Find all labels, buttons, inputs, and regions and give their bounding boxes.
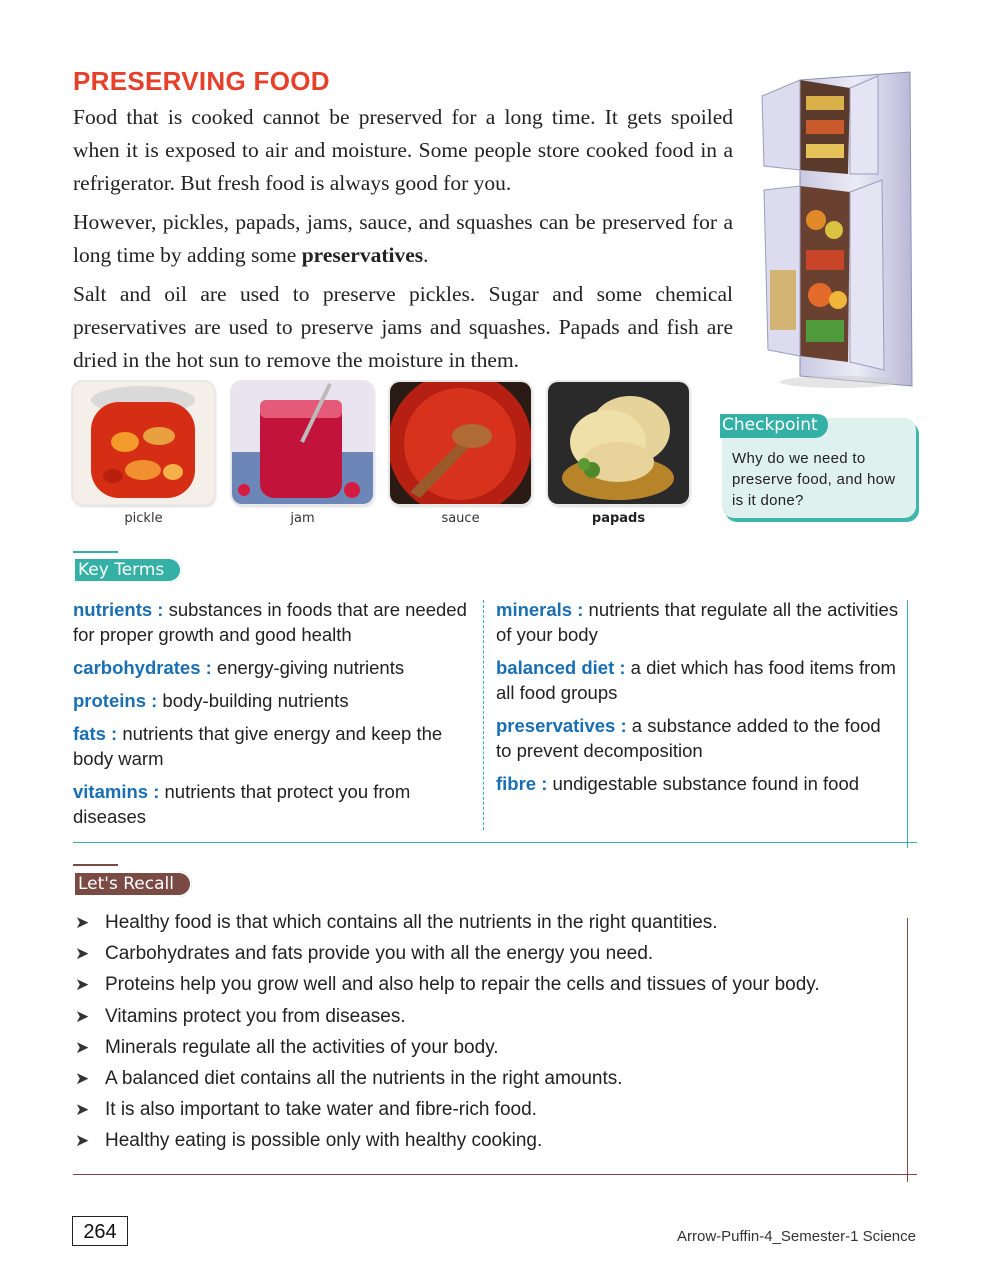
intro-paragraph-3: Salt and oil are used to preserve pickles. Sugar and some chemical preservatives are used to preserve jams and squashes. Papads and fish are dried in the hot sun to remove the moisture in them.: [73, 282, 733, 372]
list-item: [73, 1063, 873, 1094]
arrow-bullet-icon: ➤: [75, 944, 90, 964]
pickle-jar-illustration: [73, 382, 214, 504]
recall-right-border: [907, 918, 908, 1182]
key-term-item: [73, 655, 473, 680]
key-term-definition: a substance added to the food to prevent decomposition: [496, 715, 881, 761]
key-term-definition: substances in foods that are needed for proper growth and good health: [73, 599, 467, 645]
key-terms-left-column: [73, 597, 473, 837]
recall-text: It is also important to take water and fibre-rich food.: [105, 1099, 537, 1121]
key-term-item: [496, 771, 901, 796]
checkpoint-box: [720, 412, 918, 522]
key-term-word: carbohydrates :: [73, 657, 212, 678]
key-terms-bottom-border: [73, 842, 917, 843]
recall-label: Let's Recall: [73, 871, 192, 897]
papads-caption: papads: [591, 511, 646, 526]
intro-paragraph-2-text: However, pickles, papads, jams, sauce, and squashes can be preserved for a long time by adding some: [73, 210, 733, 267]
book-title-footer: Arrow-Puffin-4_Semester-1 Science: [677, 1228, 916, 1245]
papads-basket-illustration: [548, 382, 689, 504]
key-term-definition: undigestable substance found in food: [547, 773, 860, 794]
key-term-word: nutrients :: [73, 599, 164, 620]
recall-text: Proteins help you grow well and also help to repair the cells and tissues of your body.: [105, 974, 820, 996]
refrigerator-image: [760, 70, 920, 390]
key-term-item: [73, 688, 473, 713]
papads-photo: [548, 382, 689, 504]
key-terms-label: Key Terms: [73, 557, 182, 583]
arrow-bullet-icon: ➤: [75, 1100, 90, 1120]
key-term-item: [73, 721, 473, 771]
list-item: [73, 1125, 873, 1156]
intro-text: [73, 101, 733, 383]
key-term-word: fats :: [73, 723, 118, 744]
recall-text: Carbohydrates and fats provide you with all the energy you need.: [105, 943, 654, 965]
recall-text: Healthy eating is possible only with healthy cooking.: [105, 1130, 543, 1152]
list-item: [73, 907, 873, 938]
list-item: [73, 1001, 873, 1032]
key-term-definition: nutrients that protect you from diseases: [73, 781, 411, 827]
list-item: [73, 1032, 873, 1063]
jam-jar-illustration: [232, 382, 373, 504]
checkpoint-question: Why do we need to preserve food, and how is it done?: [732, 450, 896, 509]
arrow-bullet-icon: ➤: [75, 1006, 90, 1026]
key-term-word: fibre :: [496, 773, 548, 794]
checkpoint-label: Checkpoint: [718, 412, 828, 438]
arrow-bullet-icon: ➤: [75, 1131, 90, 1151]
key-term-word: proteins :: [73, 690, 158, 711]
arrow-bullet-icon: ➤: [75, 913, 90, 932]
list-item: [73, 938, 873, 969]
key-term-item: [496, 713, 901, 763]
key-term-word: preservatives :: [496, 715, 627, 736]
arrow-bullet-icon: ➤: [75, 1037, 90, 1057]
key-terms-divider: [483, 600, 484, 830]
key-term-item: [73, 779, 473, 829]
key-term-word: vitamins :: [73, 781, 160, 802]
recall-list: [73, 907, 873, 1157]
key-term-definition: a diet which has food items from all food groups: [496, 657, 896, 703]
key-terms-right-border: [907, 600, 908, 848]
key-terms-accent-line: [73, 551, 118, 553]
recall-text: A balanced diet contains all the nutrients in the right amounts.: [105, 1067, 623, 1089]
intro-paragraph-1: Food that is cooked cannot be preserved for a long time. It gets spoiled when it is exposed to air and moisture. Some people store cooked food in a refrigerator. But fresh food is always good for you.: [73, 105, 733, 195]
key-term-definition: body-building nutrients: [157, 690, 349, 711]
recall-accent-line: [73, 864, 118, 866]
jam-caption: jam: [290, 511, 315, 526]
intro-paragraph-2-end: .: [423, 243, 429, 267]
arrow-bullet-icon: ➤: [75, 975, 90, 995]
list-item: [73, 969, 873, 1000]
jam-photo: [232, 382, 373, 504]
pickle-caption: pickle: [124, 511, 163, 526]
recall-text: Vitamins protect you from diseases.: [105, 1005, 406, 1027]
key-term-item: [73, 597, 473, 647]
sauce-photo: [390, 382, 531, 504]
key-term-item: [496, 655, 901, 705]
page-number: 264: [72, 1216, 128, 1246]
sauce-caption: sauce: [441, 511, 480, 526]
recall-text: Minerals regulate all the activities of your body.: [105, 1036, 499, 1058]
intro-paragraph-2: [73, 206, 733, 272]
key-term-definition: energy-giving nutrients: [211, 657, 405, 678]
key-term-definition: nutrients that give energy and keep the body warm: [73, 723, 443, 769]
list-item: [73, 1094, 873, 1125]
key-term-word: balanced diet :: [496, 657, 626, 678]
preservatives-bold: preservatives: [301, 243, 424, 267]
pickle-photo: [73, 382, 214, 504]
arrow-bullet-icon: ➤: [75, 1068, 90, 1088]
key-term-word: minerals :: [496, 599, 584, 620]
page-title: PRESERVING FOOD: [73, 66, 330, 96]
recall-text: Healthy food is that which contains all the nutrients in the right quantities.: [105, 912, 718, 933]
key-term-definition: nutrients that regulate all the activities of your body: [496, 599, 899, 645]
sauce-pan-illustration: [390, 382, 531, 504]
recall-bottom-border: [73, 1174, 917, 1175]
key-term-item: [496, 597, 901, 647]
key-terms-right-column: [496, 597, 901, 804]
